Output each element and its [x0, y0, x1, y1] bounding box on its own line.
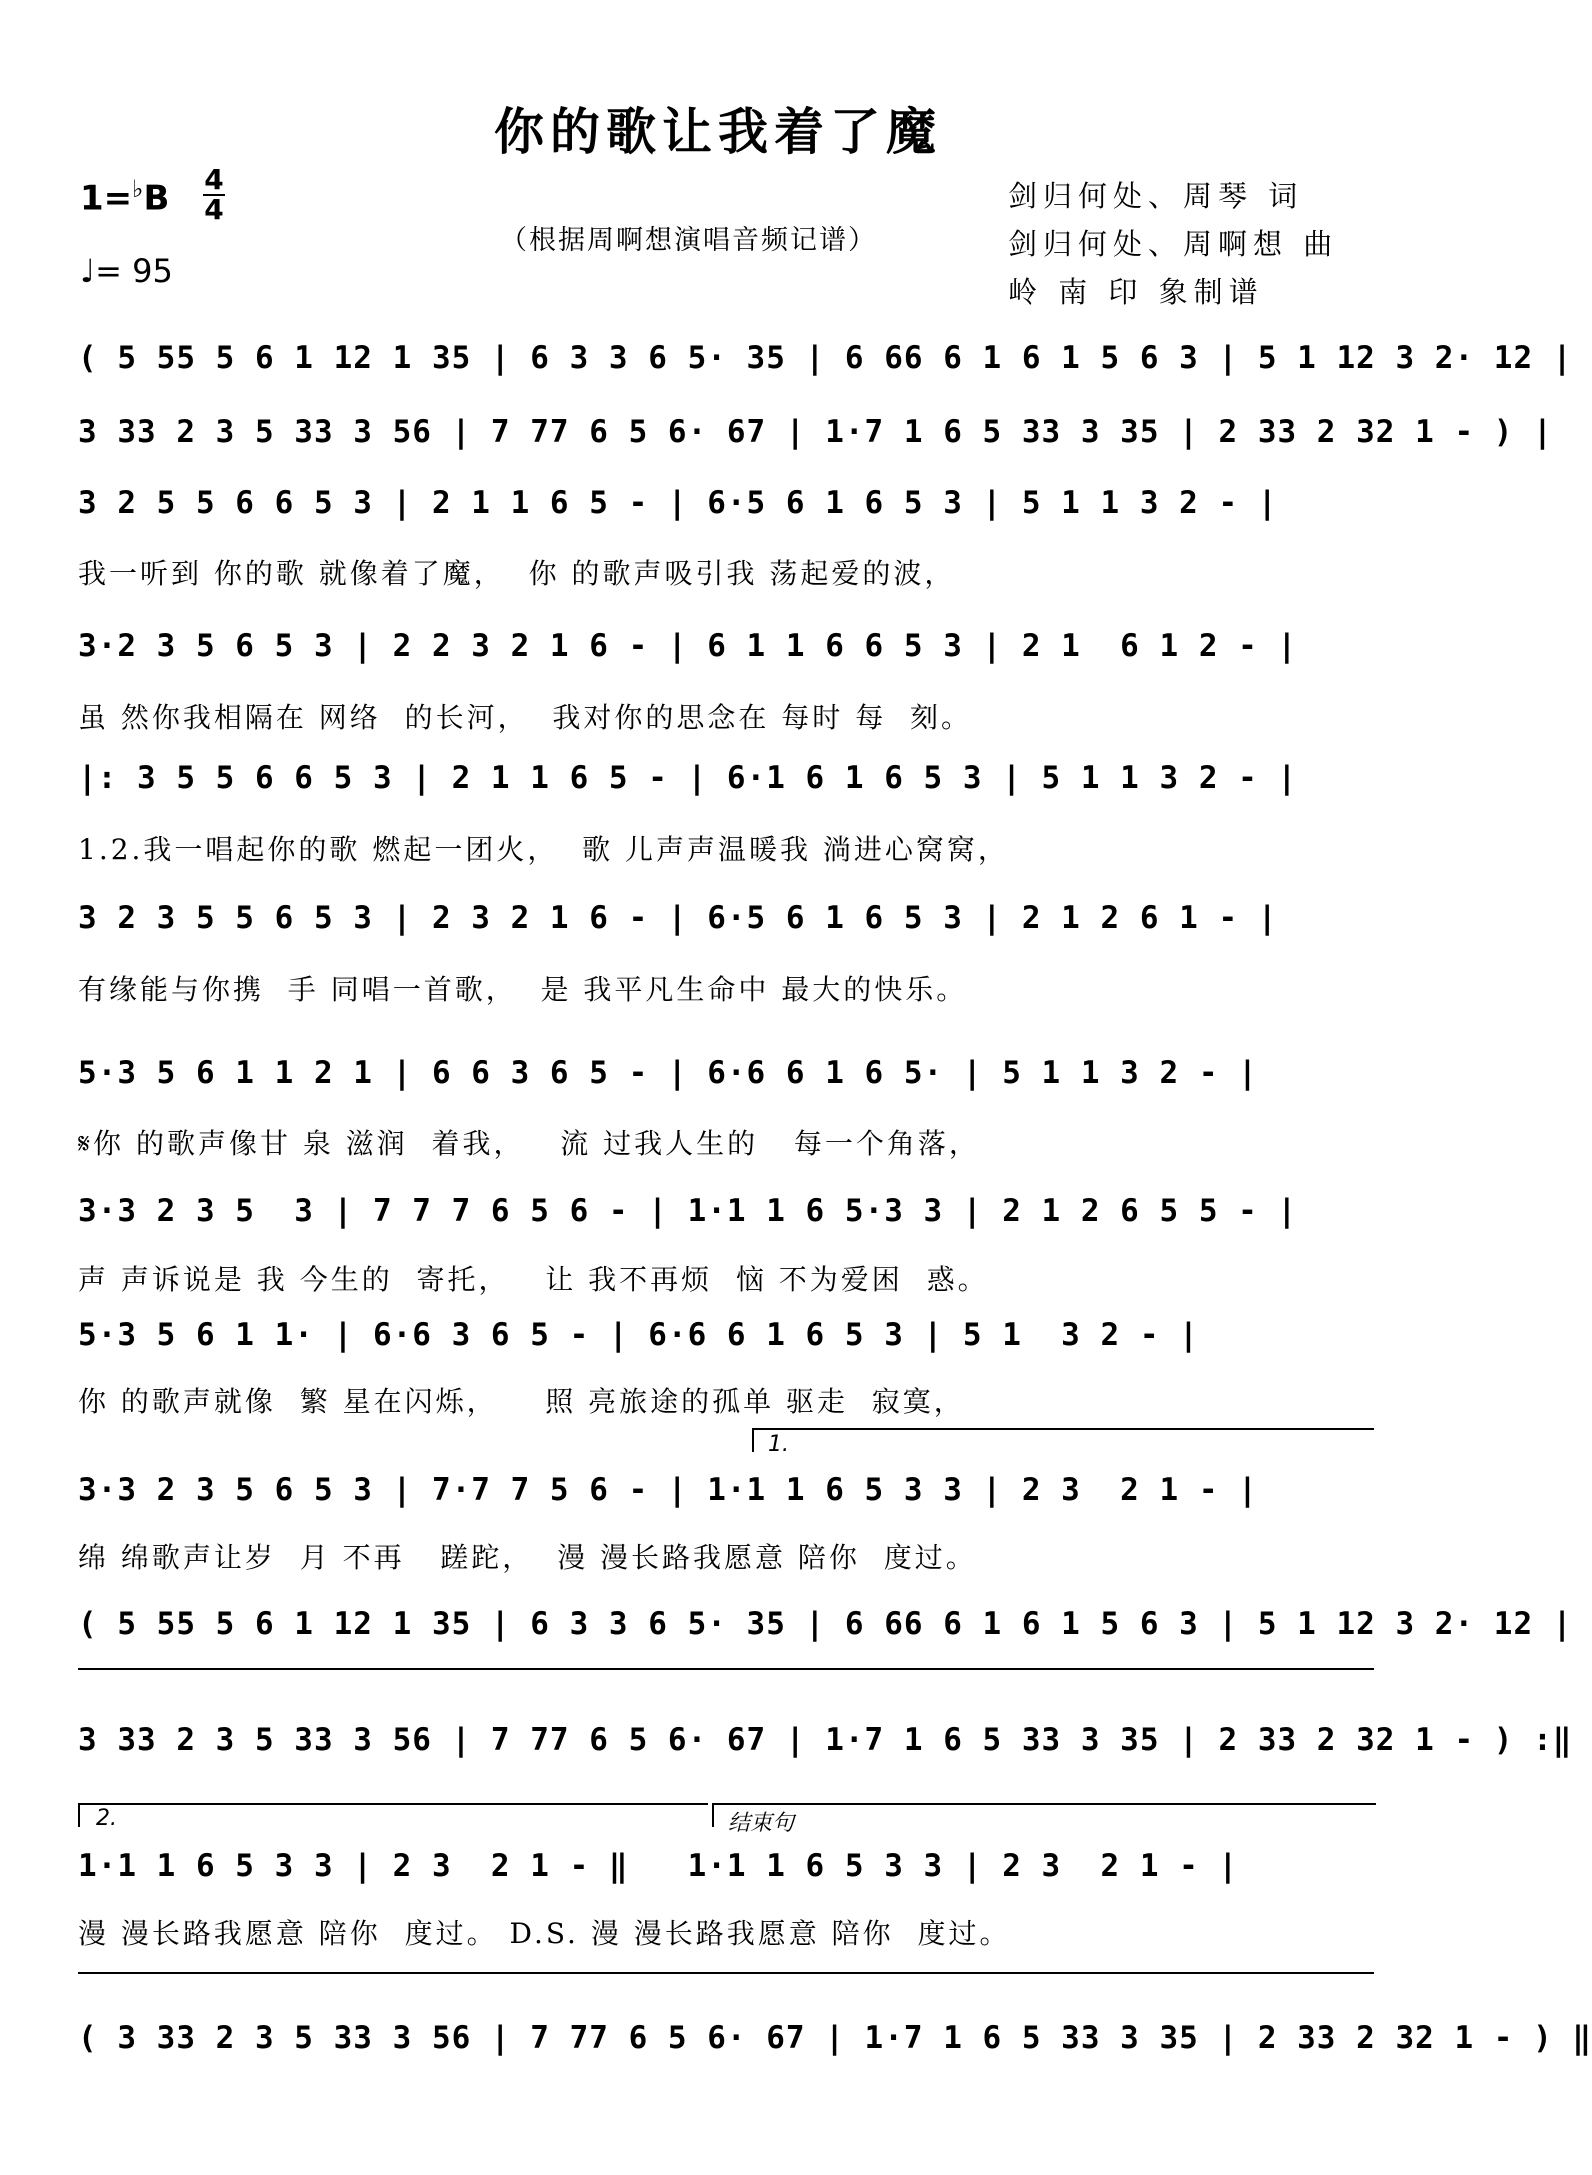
volta-bracket-1 [752, 1428, 1374, 1452]
time-signature [203, 163, 225, 226]
ending-bracket [712, 1803, 1376, 1827]
notes-row-4: 3·2 3 5 6 5 3 | 2 2 3 2 1 6 - | 6 1 1 6 6 5 3 | 2 1 6 1 2 - | [78, 628, 1298, 664]
lyrics-row-5: 1.2.我一唱起你的歌 燃起一团火， 歌 儿声声温暖我 淌进心窝窝， [78, 833, 1009, 866]
notes-row-5: |: 3 5 5 6 6 5 3 | 2 1 1 6 5 - | 6·1 6 1 6 5 3 | 5 1 1 3 2 - | [78, 760, 1298, 796]
lyrics-row-3: 我一听到 你的歌 就像着了魔， 你 的歌声吸引我 荡起爱的波， [78, 557, 956, 590]
notes-row-10: 3·3 2 3 5 6 5 3 | 7·7 7 5 6 - | 1·1 1 6 5 3 3 | 2 3 2 1 - | [78, 1472, 1258, 1508]
volta-line-2 [78, 1972, 1374, 1974]
lyrics-row-13: 漫 漫长路我愿意 陪你 度过。 D.S. 漫 漫长路我愿意 陪你 度过。 [78, 1917, 1011, 1950]
song-title: 你的歌让我着了魔 [494, 102, 942, 161]
time-top: 4 [204, 163, 224, 196]
key-signature [80, 175, 169, 218]
notes-row-12: 3 33 2 3 5 33 3 56 | 7 77 6 5 6· 67 | 1·7 1 6 5 33 3 35 | 2 33 2 32 1 - ) :‖ [78, 1722, 1573, 1758]
lyrics-row-4: 虽 然你我相隔在 网络 的长河， 我对你的思念在 每时 每 刻。 [78, 701, 973, 734]
key-prefix: 1= [80, 178, 133, 219]
notes-row-11: ( 5 55 5 6 1 12 1 35 | 6 3 3 6 5· 35 | 6 66 6 1 6 1 5 6 3 | 5 1 12 3 2· 12 | [78, 1606, 1573, 1642]
key-note: B [143, 178, 170, 219]
notes-row-8: 3·3 2 3 5 3 | 7 7 7 6 5 6 - | 1·1 1 6 5·3 3 | 2 1 2 6 5 5 - | [78, 1193, 1298, 1229]
lyrics-row-10: 绵 绵歌声让岁 月 不再 蹉跎， 漫 漫长路我愿意 陪你 度过。 [78, 1541, 977, 1574]
notes-row-14: ( 3 33 2 3 5 33 3 56 | 7 77 6 5 6· 67 | 1·7 1 6 5 33 3 35 | 2 33 2 32 1 - ) ‖ [78, 2020, 1592, 2056]
composer: 剑归何处、周啊想 曲 [1008, 227, 1339, 261]
volta-label-2: 2. [96, 1806, 117, 1831]
lyricist: 剑归何处、周琴 词 [1008, 179, 1304, 213]
credits [1008, 172, 1338, 316]
volta-line-1 [78, 1668, 1374, 1670]
lyrics-row-8: 声 声诉说是 我 今生的 寄托， 让 我不再烦 恼 不为爱困 惑。 [78, 1263, 989, 1296]
lyrics-row-6: 有缘能与你携 手 同唱一首歌， 是 我平凡生命中 最大的快乐。 [78, 973, 968, 1006]
intro-row-1: ( 5 55 5 6 1 12 1 35 | 6 3 3 6 5· 35 | 6 66 6 1 6 1 5 6 3 | 5 1 12 3 2· 12 | [78, 340, 1573, 376]
time-bottom: 4 [204, 193, 224, 226]
flat-sign: ♭ [132, 175, 144, 203]
notes-row-9: 5·3 5 6 1 1· | 6·6 3 6 5 - | 6·6 6 1 6 5 3 | 5 1 3 2 - | [78, 1317, 1199, 1353]
notes-row-13: 1·1 1 6 5 3 3 | 2 3 2 1 - ‖ 1·1 1 6 5 3 3 | 2 3 2 1 - | [78, 1848, 1239, 1884]
notes-row-6: 3 2 3 5 5 6 5 3 | 2 3 2 1 6 - | 6·5 6 1 6 5 3 | 2 1 2 6 1 - | [78, 900, 1278, 936]
notes-row-3: 3 2 5 5 6 6 5 3 | 2 1 1 6 5 - | 6·5 6 1 6 5 3 | 5 1 1 3 2 - | [78, 485, 1278, 521]
tempo-marking: ♩= 95 [80, 252, 173, 290]
volta-label-1: 1. [768, 1432, 789, 1457]
ending-label: 结束句 [728, 1811, 795, 1836]
arranger: 岭 南 印 象制谱 [1008, 275, 1264, 309]
notes-row-7: 5·3 5 6 1 1 2 1 | 6 6 3 6 5 - | 6·6 6 1 6 5· | 5 1 1 3 2 - | [78, 1055, 1258, 1091]
intro-row-2: 3 33 2 3 5 33 3 56 | 7 77 6 5 6· 67 | 1·7 1 6 5 33 3 35 | 2 33 2 32 1 - ) | [78, 414, 1553, 450]
subtitle: （根据周啊想演唱音频记谱） [500, 225, 877, 256]
volta-bracket-2 [78, 1803, 708, 1827]
lyrics-row-7: 𝄋你 的歌声像甘 泉 滋润 着我， 流 过我人生的 每一个角落， [78, 1127, 980, 1160]
lyrics-row-9: 你 的歌声就像 繁 星在闪烁， 照 亮旅途的孤单 驱走 寂寞， [78, 1385, 965, 1418]
